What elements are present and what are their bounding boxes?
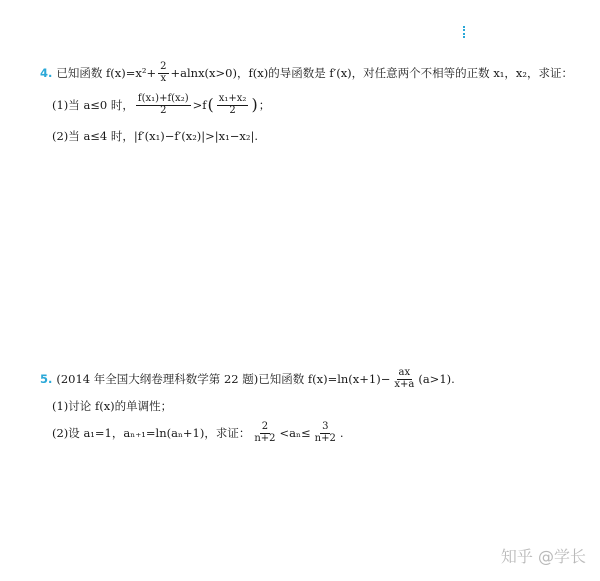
q5-number: 5.: [40, 372, 53, 386]
q5-p2-a: (2)设 a₁=1，aₙ₊₁=ln(aₙ+1)，求证：: [52, 426, 251, 440]
q4-frac2-den: 2: [160, 104, 167, 116]
right-paren: ): [251, 95, 258, 114]
q5-frac2: [252, 422, 277, 444]
left-paren: (: [207, 95, 214, 114]
q5-frac1-den: x+a: [394, 378, 415, 390]
watermark: 知乎 @学长: [500, 547, 586, 566]
q5-frac3: [313, 422, 338, 444]
q4-frac2: [136, 94, 191, 116]
q4-stem: [40, 62, 573, 84]
q4-frac1-den: x: [160, 72, 167, 84]
q4-part2: [52, 128, 258, 144]
q4-frac3-num: x₁+x₂: [218, 93, 247, 104]
q5-frac1: [392, 368, 416, 390]
q5-frac2-den: n+2: [254, 432, 276, 444]
q5-p2-b: <aₙ≤: [279, 426, 311, 440]
q5-part1: [52, 398, 172, 414]
q5-frac2-num: 2: [261, 421, 269, 432]
q4-frac1: [158, 62, 168, 84]
q4-stem-a: 已知函数 f(x)=x²+: [56, 66, 157, 80]
q4-frac3: [217, 94, 249, 116]
q5-p2-c: .: [339, 426, 344, 440]
q4-p1-b: >f: [192, 98, 207, 112]
q4-p2: (2)当 a≤4 时，|f′(x₁)−f′(x₂)|>|x₁−x₂|.: [52, 129, 259, 143]
q4-part1: [52, 94, 270, 116]
q4-number: 4.: [40, 66, 53, 80]
q5-stem-b: (a>1).: [418, 372, 455, 386]
q4-frac3-den: 2: [229, 104, 236, 116]
q5-frac3-den: n+2: [314, 432, 336, 444]
q4-frac1-num: 2: [160, 61, 167, 72]
q5-frac1-num: ax: [398, 367, 411, 378]
q4-p1-c: ；: [258, 98, 271, 112]
q5-stem: [40, 368, 455, 390]
q5-p1: (1)讨论 f(x)的单调性；: [52, 399, 173, 413]
q5-part2: [52, 422, 344, 444]
q5-frac3-num: 3: [322, 421, 329, 432]
q5-stem-a: (2014 年全国大纲卷理科数学第 22 题)已知函数 f(x)=ln(x+1)−: [56, 372, 391, 386]
q4-p1-a: (1)当 a≤0 时，: [52, 98, 134, 112]
q4-stem-b: +alnx(x>0)，f(x)的导函数是 f′(x)，对任意两个不相等的正数 x₁，x₂，求证：: [170, 66, 574, 80]
q4-frac2-num: f(x₁)+f(x₂): [137, 93, 189, 104]
corner-dot-mark: [463, 26, 467, 38]
